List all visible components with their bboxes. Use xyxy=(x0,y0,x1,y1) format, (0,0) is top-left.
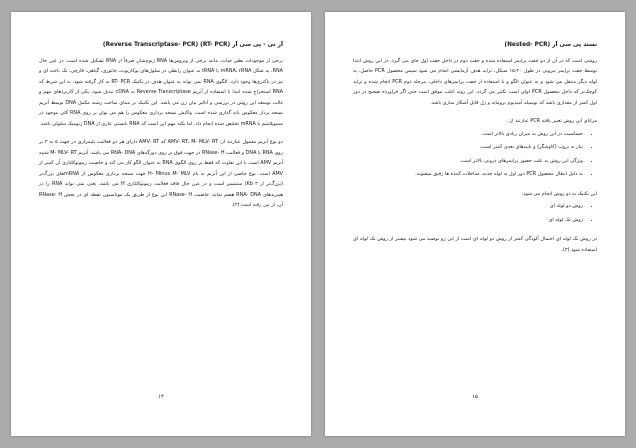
page-number-right: ۱۵ xyxy=(472,394,478,400)
paragraph-rt-enzymes: دو نوع آنزیم معمول عبارتند از: AMV- RT، M- MLV- RT که AMV- RT دارای هر دو فعالیت پلیمرازی در جهت ۵ به ۳ بر روی RNA یا DNA و فعالیت RNase- H در جهت فوق بر روی دورگه‌های RNA- DNA می باشد. آنزیم M- MLV- RT شبیه آنزیم AMV است با این تفاوت که فقط بر روی الگوی RNA به عنوان الگو کار می کند و خاصیت ریبونوکلئازی آن کمتر از AMV است. نوع خاصی از این آنزیم به نام H- Minus M- MLV جهت نسخه برداری معکوس از mRNAهای بزرگ‌تر (بزرگ‌تر از ۳ Kb) سنتسیز است و در عین حال فاقد فعالیت ریبونوکلئازی H می باشد. یعنی نمی تواند RNA را در هیبریدهای RNA- DNA هضم نماید. خاصیت RNase- H این نوع از طریق یک موتاسیون نقطه ای در بخش RNase- H آن، از بین رفته است (۳). xyxy=(39,139,284,208)
advantages-intro: مزایای این روش تغییر یافته PCR عبارتند از: xyxy=(508,118,597,124)
section-title-nested-pcr: نستد پی سی آر (Nested- PCR) xyxy=(504,42,597,48)
methods-intro: این تکنیک به دو روش انجام می شود: xyxy=(521,190,597,197)
page-number-left: ۱۴ xyxy=(158,394,164,400)
list-item: • نیاز به بروب (کاوشگر) و تاییدهای بعدی کمتر است. xyxy=(353,142,583,153)
document-page-right xyxy=(325,12,625,436)
page-left-content xyxy=(39,40,283,213)
paragraph-nested-pcr-intro: روشی است که در آن از دو جفت پرایمر استفاده شده و جفت دوم در داخل جفت اول جای می گیرد. در این روش ابتدا توسط جفت پرایمر بیرونی در طول ۲۰-۱۵ سیکل، تزاید هدف آزمایشی انجام می شود سپس محصول PCR حاصل، به لوله دیگر منتقل می شود و به عنوان الگو و با استفاده از جفت پرایمرهای داخلی، مرحله دوم PCR انجام شده و تزاید کوچک‌تر که داخل محصول PCR اولی است تکثیر می گردد. این روند اغلب موفق است حتی اگر فراورده صحیح در دور اول کمتر از مقداری باشد که بوسیله آمیدیوم بروماید و ژل قابل آشکار سازی باشد. xyxy=(353,57,597,106)
page-right-content xyxy=(353,40,597,257)
paragraph-rt-pcr-intro: برخی از موجودات نظیر حیات، مانند برخی از ویروس‌ها RNA ژنوم‌شان صرفاً از RNA تشکیل شده است. در عین حال RNA، به شکل mRNA، rRNA یا tRNA به عنوان رابطی در سلول‌های یوکاریوت، جانوری، گیاهی، قارچی، تک یاخته ای و نیز در باکتری‌ها وجود دارد. الگوی RNA نمی تواند به عنوان هدف در تکنیک RT- PCR به کار گرفته شود. به این شرط که RNA استخراج شده ابتدا با استفاده از آنزیم Reverse Transcriptase به cDNA تبدیل شود. یکی از کاربردهای مهم و غالب توسعه این روش در بررسی و آنالیز بیان ژن می باشد. این تکنیک بر مبنای ساخت رشته مکمل DNA توسط آنزیم نسخه بردار معکوس پایه گذاری شده است. واکنش نسخه برداری معکوس را هم می توان بر روی RNA کلی موجود در سیتوپلاسم یا mRNA تخلیص شده انجام داد. اما نکته مهم این است که RNA بایستی عاری از DNA ژنومیک سلولی باشد. xyxy=(39,57,283,127)
list-item: • به دلیل انتقال محصول PCR دور اول به لوله جدید، مداخلات کننده ها رقیق میشوند. xyxy=(353,169,583,180)
list-item: • روش دو لوله ای xyxy=(353,201,583,212)
paragraph-closing: در روش تک لوله ای احتمال آلودگی کمتر از روش دو لوله ای است از این رو توصیه می شود بیشتر از روش تک لوله ای استفاده شود (۳). xyxy=(353,236,597,253)
list-item: • حساسیت در این روش به میزان زیادی بالاتر است. xyxy=(353,129,583,140)
section-title-rt-pcr: آر تی - پی سی آر (RT- PCR) (Reverse Transcriptase- PCR) xyxy=(102,42,283,48)
methods-list xyxy=(353,201,583,225)
list-item: • ویژگی این روش به علت حضور پرایمرهای درونی بالاتر است. xyxy=(353,156,583,167)
document-page-left xyxy=(11,12,311,436)
advantages-list xyxy=(353,129,583,180)
list-item: • روش تک لوله ای xyxy=(353,215,583,226)
